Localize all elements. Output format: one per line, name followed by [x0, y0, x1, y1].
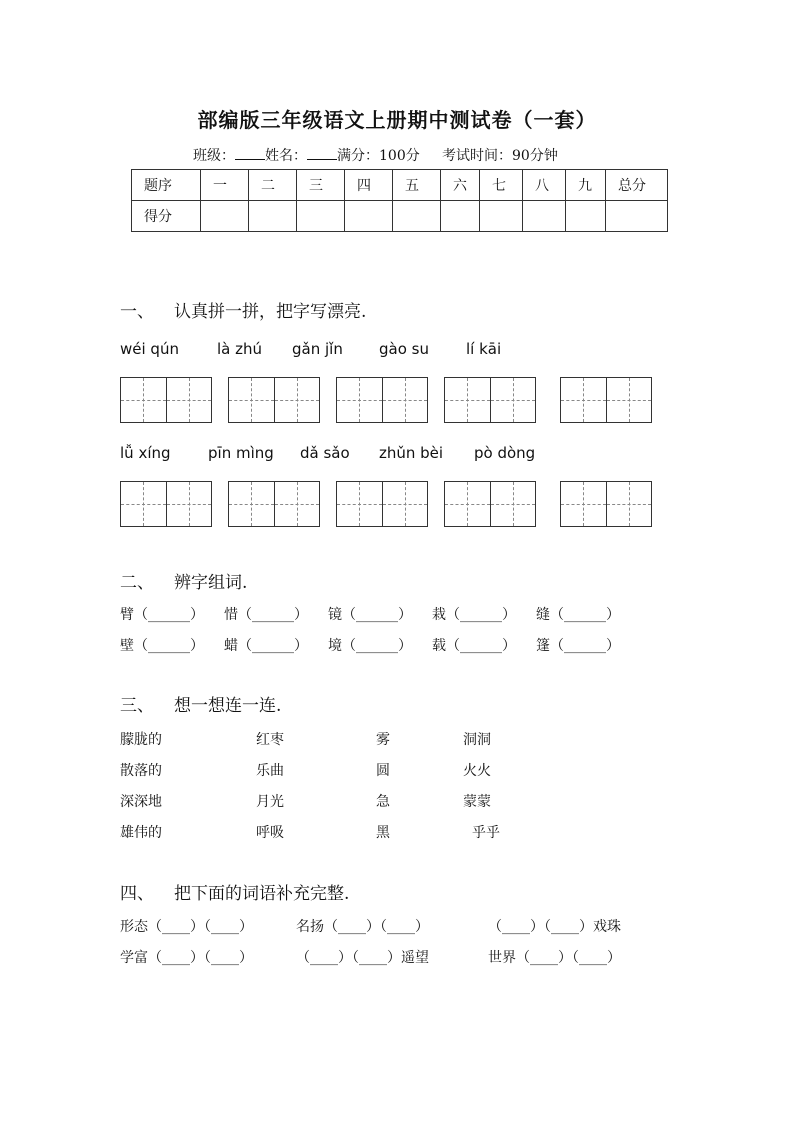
match-left-item[interactable]: 圆 [376, 763, 390, 779]
header-cell: 总分 [606, 170, 668, 201]
header-cell: 五 [393, 170, 441, 201]
class-label: 班级： [193, 148, 235, 164]
header-cell: 九 [566, 170, 606, 201]
section4-heading [120, 879, 349, 904]
pinyin-item: dǎ sǎo [300, 444, 350, 462]
match-right-item[interactable]: 洞洞 [463, 732, 491, 748]
idiom-item[interactable]: 世界（____）（____） [488, 950, 621, 966]
score-cell[interactable] [345, 201, 393, 232]
pinyin-item: zhǔn bèi [379, 444, 444, 462]
section3-heading [120, 691, 281, 716]
pinyin-item: lí kāi [466, 340, 502, 358]
idiom-item[interactable]: 名扬（____）（____） [296, 919, 429, 935]
exam-info [193, 145, 558, 165]
word-group-item[interactable]: 壁（______） [120, 638, 204, 654]
word-group-item[interactable]: 缝（______） [536, 607, 620, 623]
header-cell: 四 [345, 170, 393, 201]
header-cell: 题序 [132, 170, 201, 201]
section2-heading [120, 568, 247, 593]
match-right-item[interactable]: 乐曲 [256, 763, 284, 779]
word-group-item[interactable]: 栽（______） [432, 607, 516, 623]
match-right-item[interactable]: 呼吸 [256, 825, 284, 841]
header-cell: 八 [523, 170, 566, 201]
section-number: 一、 [120, 302, 154, 322]
exam-time: 考试时间：90分钟 [442, 148, 558, 164]
header-cell: 七 [480, 170, 523, 201]
section-number: 四、 [120, 884, 154, 904]
score-cell[interactable] [297, 201, 345, 232]
pinyin-item: gào su [379, 340, 429, 358]
score-cell[interactable] [441, 201, 480, 232]
match-left-item[interactable]: 急 [376, 794, 390, 810]
pinyin-item: lǚ xíng [120, 444, 171, 462]
score-table-header-row [132, 170, 668, 201]
full-score: 满分：100分 [337, 148, 420, 164]
section-title: 认真拼一拼，把字写漂亮. [174, 302, 367, 322]
pinyin-item: wéi qún [120, 340, 179, 358]
header-cell: 一 [201, 170, 249, 201]
writing-grid[interactable] [444, 481, 536, 527]
header-cell: 三 [297, 170, 345, 201]
score-cell[interactable] [606, 201, 668, 232]
word-group-item[interactable]: 惜（______） [224, 607, 308, 623]
page-title: 部编版三年级语文上册期中测试卷（一套） [197, 108, 597, 132]
header-cell: 六 [441, 170, 480, 201]
section-title: 把下面的词语补充完整. [174, 884, 350, 904]
match-left-item[interactable]: 雾 [376, 732, 390, 748]
pinyin-item: gǎn jǐn [292, 340, 343, 358]
match-left-item[interactable]: 黑 [376, 825, 390, 841]
match-right-item[interactable]: 蒙蒙 [463, 794, 491, 810]
score-cell[interactable] [249, 201, 297, 232]
idiom-item[interactable]: （____）（____）戏珠 [488, 919, 621, 935]
header-cell: 二 [249, 170, 297, 201]
writing-grid[interactable] [228, 481, 320, 527]
score-row-label: 得分 [132, 201, 201, 232]
section1-heading [120, 297, 366, 322]
idiom-item[interactable]: （____）（____）遥望 [296, 950, 429, 966]
score-table-score-row [132, 201, 668, 232]
score-cell[interactable] [566, 201, 606, 232]
pinyin-item: pò dòng [474, 444, 536, 462]
name-blank[interactable] [307, 147, 337, 160]
pinyin-item: pīn mìng [208, 444, 274, 462]
match-left-item[interactable]: 深深地 [120, 794, 162, 810]
match-right-item[interactable]: 火火 [463, 763, 491, 779]
name-label: 姓名： [265, 148, 307, 164]
word-group-item[interactable]: 载（______） [432, 638, 516, 654]
pinyin-item: là zhú [217, 340, 263, 358]
match-left-item[interactable]: 朦胧的 [120, 732, 162, 748]
match-right-item[interactable]: 乎乎 [472, 825, 500, 841]
writing-grid[interactable] [336, 377, 428, 423]
score-table [131, 169, 668, 232]
match-right-item[interactable]: 红枣 [256, 732, 284, 748]
section-title: 辨字组词. [174, 573, 248, 593]
writing-grid[interactable] [120, 481, 212, 527]
word-group-item[interactable]: 境（______） [328, 638, 412, 654]
writing-grid[interactable] [336, 481, 428, 527]
word-group-item[interactable]: 蜡（______） [224, 638, 308, 654]
writing-grid[interactable] [560, 481, 652, 527]
section-title: 想一想连一连. [174, 696, 282, 716]
match-right-item[interactable]: 月光 [256, 794, 284, 810]
score-cell[interactable] [393, 201, 441, 232]
idiom-item[interactable]: 形态（____）（____） [120, 919, 253, 935]
class-blank[interactable] [235, 147, 265, 160]
section-number: 二、 [120, 573, 154, 593]
word-group-item[interactable]: 臂（______） [120, 607, 204, 623]
writing-grid[interactable] [228, 377, 320, 423]
score-cell[interactable] [480, 201, 523, 232]
match-left-item[interactable]: 雄伟的 [120, 825, 162, 841]
word-group-item[interactable]: 篷（______） [536, 638, 620, 654]
word-group-item[interactable]: 镜（______） [328, 607, 412, 623]
score-cell[interactable] [523, 201, 566, 232]
idiom-item[interactable]: 学富（____）（____） [120, 950, 253, 966]
writing-grid[interactable] [444, 377, 536, 423]
section-number: 三、 [120, 696, 154, 716]
match-left-item[interactable]: 散落的 [120, 763, 162, 779]
writing-grid[interactable] [560, 377, 652, 423]
score-cell[interactable] [201, 201, 249, 232]
writing-grid[interactable] [120, 377, 212, 423]
